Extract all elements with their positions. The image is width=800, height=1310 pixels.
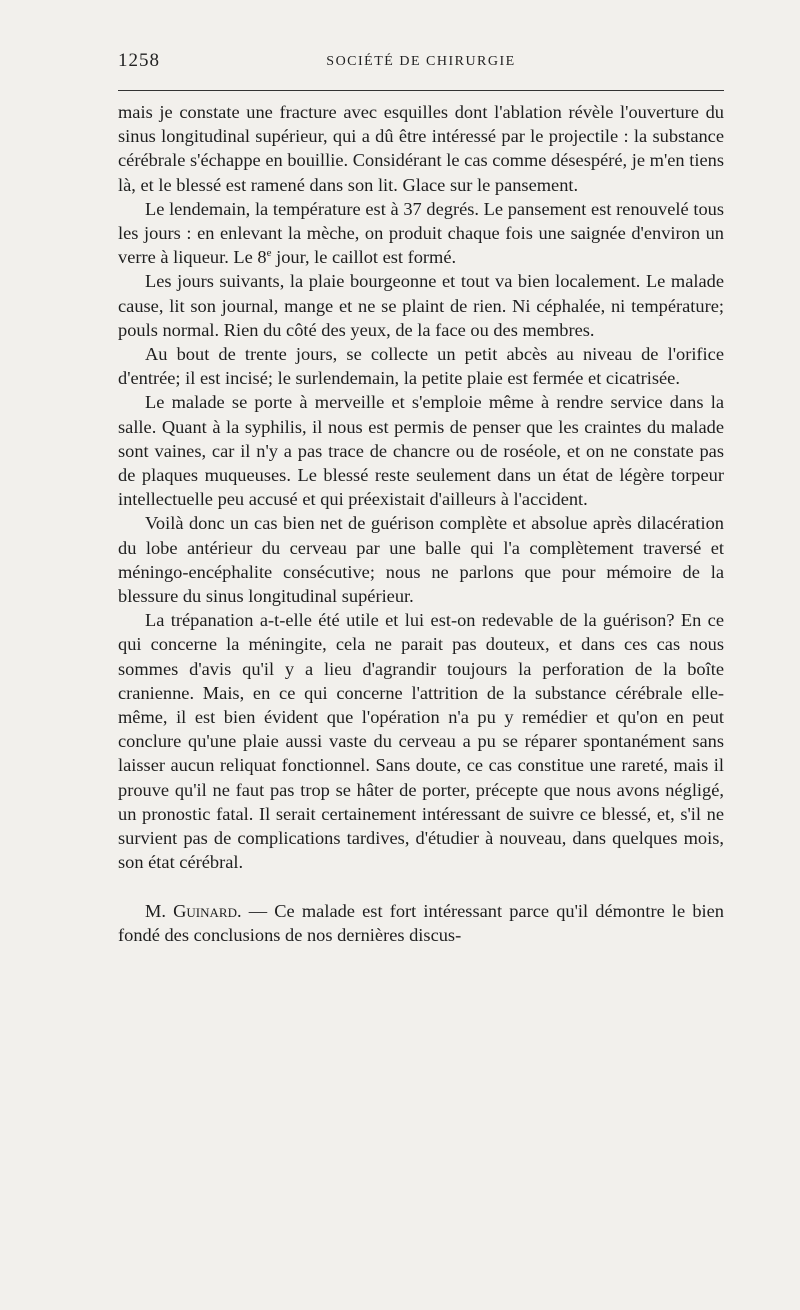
discussion-paragraph bbox=[118, 899, 724, 947]
paragraph-2 bbox=[118, 197, 724, 270]
paragraph-2-text: Le lendemain, la température est à 37 degrés. Le pansement est renouvelé tous les jours : en enlevant la mèche, on produit chaque fois une saignée d'environ un verre à liqueur. Le 8 bbox=[118, 198, 724, 268]
ordinal-superscript: e bbox=[266, 247, 272, 260]
paragraph-5: Le malade se porte à merveille et s'emploie même à rendre service dans la salle. Quant à la syphilis, il nous est permis de penser que les craintes du malade sont vaines, car il n'y a pas trace de chancre ou de roséole, et on ne constate pas de plaques muqueuses. Le blessé reste seulement dans un état de légère torpeur intellectuelle peu accusé et qui préexistait d'ailleurs à l'accident. bbox=[118, 392, 724, 510]
paragraph-4: Au bout de trente jours, se collecte un petit abcès au niveau de l'orifice d'entrée; il est incisé; le surlendemain, la petite plaie est fermée et cicatrisée. bbox=[118, 344, 724, 389]
speaker-prefix: M. bbox=[145, 900, 166, 921]
paragraph-6: Voilà donc un cas bien net de guérison complète et absolue après dilacération du lobe antérieur du cerveau par une balle qui l'a complètement traversé et méningo-encéphalite consécutive; nous ne parlons que pour mémoire de la blessure du sinus longitudinal supérieur. bbox=[118, 513, 724, 607]
paragraph-1: mais je constate une fracture avec esquilles dont l'ablation révèle l'ouverture du sinus longitudinal supérieur, qui a dû être intéressé par le projectile : la substance cérébrale s'échappe en bouillie. Considérant le cas comme désespéré, je m'en tiens là, et le blessé est ramené dans son lit. Glace sur le pansement. bbox=[118, 102, 724, 195]
speaker-name: Guinard. bbox=[173, 900, 242, 921]
paragraph-7: La trépanation a-t-elle été utile et lui est-on redevable de la guérison? En ce qui concerne la méningite, cela ne parait pas douteux, et dans ces cas nous sommes d'avis qu'il y a lieu d'agrandir toujours la perforation de la boîte cranienne. Mais, en ce qui concerne l'attrition de la substance cérébrale elle-même, il est bien évident que l'opération n'a pu y remédier et qu'on en peut conclure qu'une plaie aussi vaste du cerveau a pu se réparer spontanément sans laisser aucun reliquat fonctionnel. Sans doute, ce cas constitue une rareté, mais il prouve qu'il ne faut pas trop se hâter de porter, précepte que nous avons négligé, un pronostic fatal. Il serait certainement intéressant de suivre ce blessé, et, s'il ne survient pas de complications tardives, d'étudier à nouveau, dans quelques mois, son état cérébral. bbox=[118, 610, 724, 873]
page-number: 1258 bbox=[118, 50, 160, 71]
paragraph-3: Les jours suivants, la plaie bourgeonne et tout va bien localement. Le malade cause, lit son journal, mange et ne se plaint de rien. Ni céphalée, ni température; pouls normal. Rien du côté des yeux, de la face ou des membres. bbox=[118, 271, 724, 340]
page-header bbox=[118, 50, 724, 80]
body-text bbox=[118, 100, 724, 947]
header-rule bbox=[118, 90, 724, 91]
running-title: SOCIÉTÉ DE CHIRURGIE bbox=[326, 54, 516, 69]
discussion-text: — Ce malade est fort intéressant parce qu'il démontre le bien fondé des conclusions de nos dernières discus- bbox=[118, 900, 724, 945]
paragraph-2-tail: jour, le caillot est formé. bbox=[271, 247, 457, 268]
